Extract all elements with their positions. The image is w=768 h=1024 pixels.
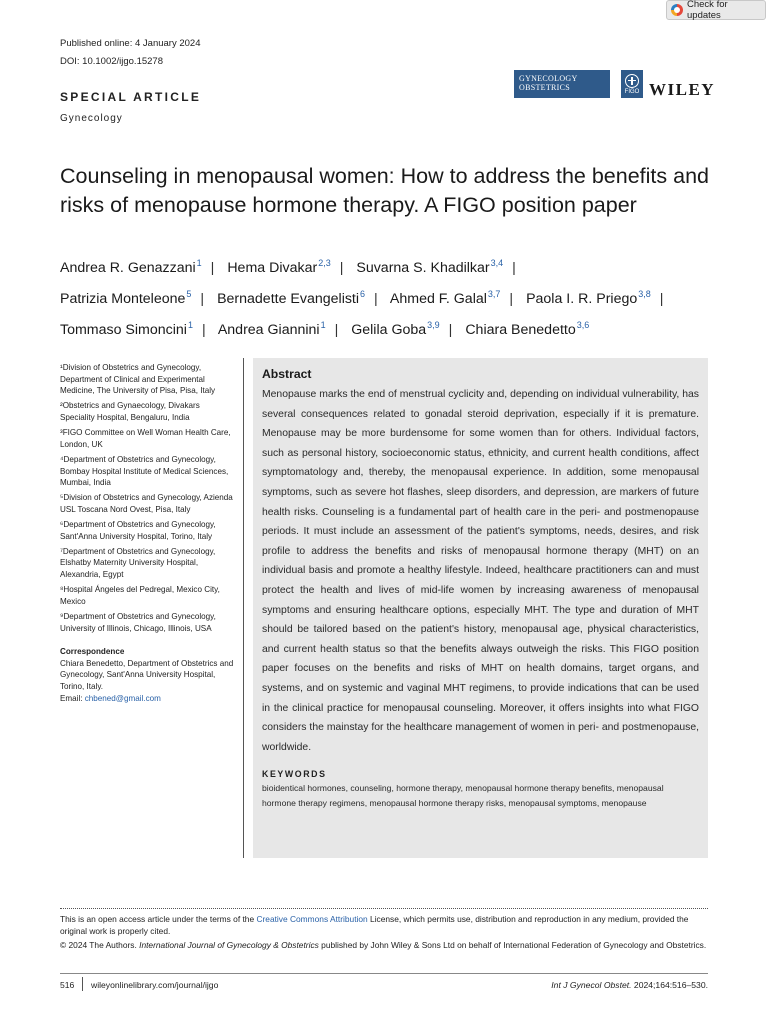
correspondence-email: Email: chbened@gmail.com bbox=[60, 693, 161, 703]
author[interactable]: Gelila Goba$^{3,9}$ bbox=[351, 320, 440, 338]
pipe-divider bbox=[82, 977, 83, 991]
author[interactable]: Ahmed F. Galal$^{3,7}$ bbox=[389, 289, 501, 307]
author[interactable]: Andrea R. Genazzani$^1$ bbox=[60, 258, 202, 276]
crossmark-icon bbox=[671, 4, 683, 16]
affiliation: ⁹Department of Obstetrics and Gynecology, University of Illinois, Chicago, Illinois, USA bbox=[60, 612, 216, 633]
abstract-panel bbox=[253, 358, 708, 858]
keywords-text: bioidentical hormones, counseling, hormone therapy, menopausal hormone therapy benefits, menopausal hormone therapy regimens, menopausal hormone therapy risks, menopausal symptoms, menopause bbox=[262, 783, 664, 808]
article-section: Gynecology bbox=[60, 113, 123, 124]
affiliation: ⁷Department of Obstetrics and Gynecology, Elshatby Maternity University Hospital, Alexandria, Egypt bbox=[60, 546, 216, 580]
affiliation: ⁵Division of Obstetrics and Gynecology, Azienda USL Toscana Nord Ovest, Pisa, Italy bbox=[60, 493, 233, 514]
journal-logo-line2: OBSTETRICS bbox=[519, 83, 571, 92]
figo-label: FIGO bbox=[624, 88, 640, 95]
citation: Int J Gynecol Obstet. 2024;164:516–530. bbox=[551, 980, 708, 990]
license-note: This is an open access article under the terms of the Creative Commons Attribution License, which permits use, distribution and reproduction in any medium, provided the original work is properly cited. bbox=[60, 914, 689, 937]
affiliation: ⁶Department of Obstetrics and Gynecology, Sant'Anna University Hospital, Torino, Italy bbox=[60, 520, 216, 541]
check-for-updates-label: Check for updates bbox=[687, 0, 728, 21]
bottom-divider bbox=[60, 973, 708, 974]
page-number: 516 bbox=[60, 980, 75, 990]
check-for-updates-button[interactable] bbox=[666, 0, 766, 20]
keywords-heading: KEYWORDS bbox=[262, 769, 327, 780]
creative-commons-link[interactable]: Creative Commons Attribution bbox=[256, 914, 368, 924]
author[interactable]: Bernadette Evangelisti$^6$ bbox=[217, 289, 366, 307]
author[interactable]: Hema Divakar$^{2,3}$ bbox=[227, 258, 331, 276]
email-link[interactable]: chbened@gmail.com bbox=[84, 693, 161, 703]
author[interactable]: Chiara Benedetto$^{3,6}$ bbox=[465, 320, 590, 338]
author-list: Andrea R. Genazzani$^1$ | Hema Divakar$^{2,3}$ | Suvarna S. Khadilkar$^{3,4}$ | Patrizia Monteleone$^5$ | Bernadette Evangelisti$^6$ | Ahmed F. Galal$^{3,7}$ | Paola I. R. Priego$^{3,8}$ | Tommaso Simoncini$^1$ | Andrea Giannini$^1$ | Gelila Goba$^{3,9}$ | Chiara Benedetto$^{3,6}$ bbox=[60, 258, 664, 338]
abstract-text: Menopause marks the end of menstrual cyclicity and, depending on individual vulnerability, has several consequences related to gonadal steroid deprivation, especially if it is premature. Menopause may be more burdensome for some women than for others. Individual factors, such as personal history, socioeconomic status, ethnicity, and current health conditions, affect symptomatology and, thereby, the menopausal experience. In addition, some menopausal symptoms, such as severe hot flashes, sleep disorders, and depression, are markers of future health risks. Counseling is a fundamental part of health care in the peri- and postmenopause periods. It must include an assessment of the patient's symptoms, needs, desires, and risk profile to address the benefits and risks of menopausal hormone therapy (MHT) on an individual basis and promote a healthy lifestyle. Indeed, healthcare practitioners can and must protect the health and lives of mid-life women by increasing awareness of menopausal symptoms and ensuring healthcare options, especially MHT. The type and duration of MHT should be tailored based on the patient's history, menopausal age, physical characteristics, and current health status so that the benefits always outweigh the risks. This FIGO position paper focuses on the benefits and risks of MHT on health domains, target organs, and systems, and on systemic and vaginal MHT regimens, to provide indications that can be used in the clinical practice for menopausal counseling. Moreover, it offers insights into what FIGO considers the mainstay for the healthcare management of women in peri- and postmenopause, worldwide. bbox=[262, 389, 699, 753]
figo-logo[interactable] bbox=[621, 70, 643, 98]
affiliation: ⁸Hospital Ángeles del Pedregal, Mexico City, Mexico bbox=[60, 585, 220, 606]
journal-url[interactable]: wileyonlinelibrary.com/journal/ijgo bbox=[91, 980, 219, 990]
journal-logo[interactable] bbox=[514, 70, 610, 98]
affiliation: ⁴Department of Obstetrics and Gynecology, Bombay Hospital Institute of Medical Sciences, Mumbai, India bbox=[60, 454, 229, 488]
correspondence-heading: Correspondence bbox=[60, 647, 125, 657]
doi[interactable]: DOI: 10.1002/ijgo.15278 bbox=[60, 56, 163, 67]
author[interactable]: Tommaso Simoncini$^1$ bbox=[60, 320, 193, 338]
author[interactable]: Patrizia Monteleone$^5$ bbox=[60, 289, 192, 307]
author[interactable]: Andrea Giannini$^1$ bbox=[217, 320, 326, 338]
affiliation: ³FIGO Committee on Well Woman Health Care, London, UK bbox=[60, 428, 231, 449]
author[interactable]: Suvarna S. Khadilkar$^{3,4}$ bbox=[356, 258, 504, 276]
journal-logo-line1: GYNECOLOGY bbox=[519, 74, 578, 83]
published-date: Published online: 4 January 2024 bbox=[60, 38, 201, 49]
abstract-heading: Abstract bbox=[262, 367, 312, 381]
correspondence-text: Chiara Benedetto, Department of Obstetrics and Gynecology, Sant'Anna University Hospital, Torino, Italy. bbox=[60, 658, 234, 691]
divider bbox=[243, 358, 244, 858]
publisher-logo[interactable]: WILEY bbox=[649, 80, 716, 99]
footer-divider bbox=[60, 908, 708, 909]
affiliation: ¹Division of Obstetrics and Gynecology, Department of Clinical and Experimental Medicine, The University of Pisa, Pisa, Italy bbox=[60, 363, 216, 396]
copyright-note: © 2024 The Authors. International Journal of Gynecology & Obstetrics published by John Wiley & Sons Ltd on behalf of International Federation of Gynecology and Obstetrics. bbox=[60, 940, 707, 950]
author[interactable]: Paola I. R. Priego$^{3,8}$ bbox=[526, 289, 651, 307]
affiliations bbox=[60, 362, 236, 704]
figo-emblem-icon bbox=[625, 74, 639, 88]
affiliation: ²Obstetrics and Gynaecology, Divakars Speciality Hospital, Bengaluru, India bbox=[60, 401, 200, 422]
article-type: SPECIAL ARTICLE bbox=[60, 90, 202, 104]
article-title: Counseling in menopausal women: How to address the benefits and risks of menopause hormone therapy. A FIGO position paper bbox=[60, 164, 709, 217]
